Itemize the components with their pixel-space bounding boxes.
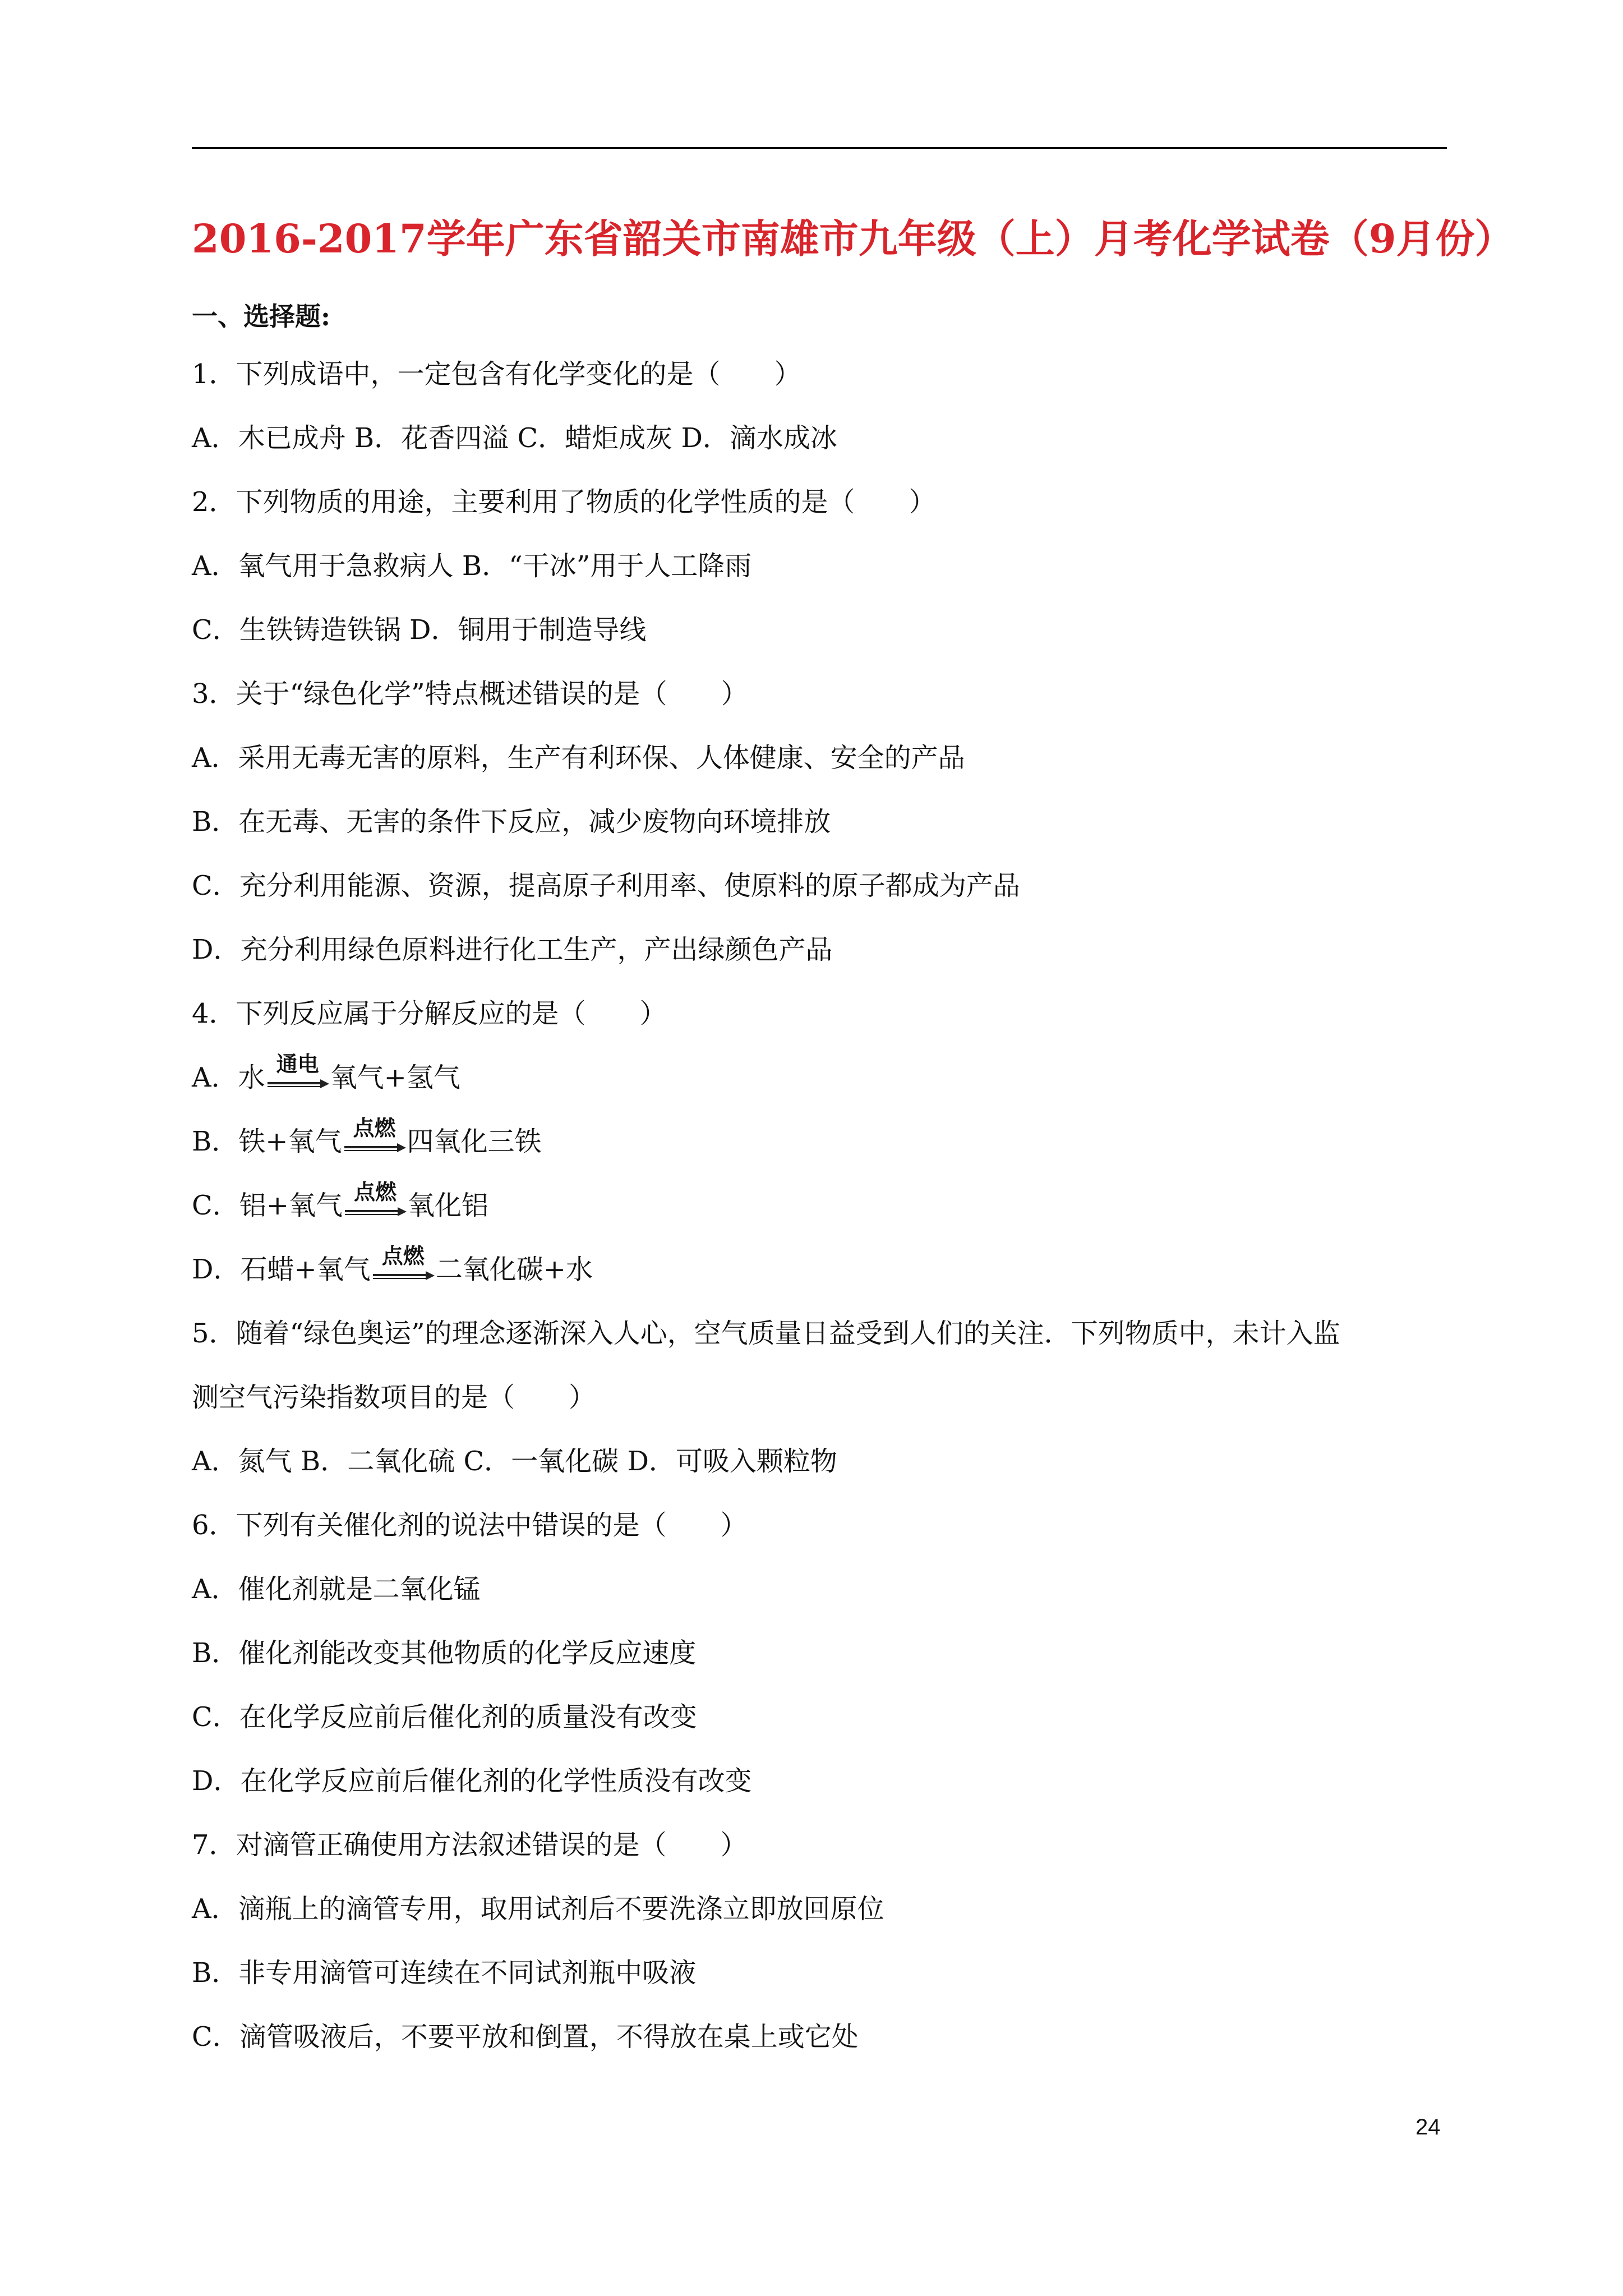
question-line: B．非专用滴管可连续在不同试剂瓶中吸液: [192, 1957, 697, 1989]
question-line: B．催化剂能改变其他物质的化学反应速度: [192, 1637, 697, 1669]
reaction-option: [192, 1180, 488, 1222]
reaction-reactants: C．铝+氧气: [192, 1190, 343, 1221]
question-line: A．氮气 B．二氧化硫 C．一氧化碳 D．可吸入颗粒物: [192, 1446, 837, 1477]
question-line: D．在化学反应前后催化剂的化学性质没有改变: [192, 1765, 752, 1797]
reaction-arrow: [372, 1244, 435, 1286]
reaction-reactants: A．水: [192, 1062, 265, 1093]
question-line: C．滴管吸液后，不要平放和倒置，不得放在桌上或它处: [192, 2021, 859, 2053]
question-line: A．滴瓶上的滴管专用，取用试剂后不要洗涤立即放回原位: [192, 1893, 884, 1925]
page-title: 2016-2017学年广东省韶关市南雄市九年级（上）月考化学试卷（9月份）: [192, 215, 1514, 262]
reaction-reactants: D．石蜡+氧气: [192, 1254, 371, 1285]
question-line: A．氧气用于急救病人 B．“干冰”用于人工降雨: [192, 550, 752, 582]
reaction-condition: 点燃: [353, 1116, 396, 1140]
question-line: C．在化学反应前后催化剂的质量没有改变: [192, 1701, 697, 1733]
reaction-products: 四氧化三铁: [407, 1126, 542, 1157]
reaction-condition: 点燃: [353, 1180, 396, 1204]
question-line: B．在无毒、无害的条件下反应，减少废物向环境排放: [192, 806, 831, 838]
reaction-condition: 通电: [276, 1052, 319, 1076]
reaction-option: [192, 1244, 593, 1286]
question-line: C．生铁铸造铁锅 D．铜用于制造导线: [192, 614, 647, 646]
question-line: 3．关于“绿色化学”特点概述错误的是（ ）: [192, 678, 748, 710]
reaction-products: 二氧化碳+水: [435, 1254, 593, 1285]
reaction-arrow: [344, 1180, 407, 1222]
question-line: 5．随着“绿色奥运”的理念逐渐深入人心，空气质量日益受到人们的关注．下列物质中，未计入监: [192, 1318, 1340, 1349]
reaction-reactants: B．铁+氧气: [192, 1126, 342, 1157]
reaction-option: [192, 1052, 460, 1094]
question-line: 测空气污染指数项目的是（ ）: [192, 1382, 596, 1413]
reaction-arrow: [266, 1052, 329, 1094]
reaction-option: [192, 1116, 542, 1158]
question-line: 1．下列成语中，一定包含有化学变化的是（ ）: [192, 358, 801, 390]
question-line: C．充分利用能源、资源，提高原子利用率、使原料的原子都成为产品: [192, 870, 1020, 901]
question-line: 6．下列有关催化剂的说法中错误的是（ ）: [192, 1510, 748, 1541]
question-line: D．充分利用绿色原料进行化工生产，产出绿颜色产品: [192, 934, 833, 965]
reaction-products: 氧气+氢气: [330, 1062, 460, 1093]
reaction-condition: 点燃: [381, 1244, 425, 1268]
page-number: 24: [1415, 2115, 1441, 2139]
reaction-products: 氧化铝: [407, 1190, 488, 1221]
reaction-arrow: [343, 1116, 406, 1158]
question-line: 7．对滴管正确使用方法叙述错误的是（ ）: [192, 1829, 748, 1861]
question-line: 4．下列反应属于分解反应的是（ ）: [192, 998, 667, 1029]
question-line: A．催化剂就是二氧化锰: [192, 1573, 481, 1605]
question-line: A．采用无毒无害的原料，生产有利环保、人体健康、安全的产品: [192, 742, 965, 774]
question-line: 2．下列物质的用途，主要利用了物质的化学性质的是（ ）: [192, 486, 936, 518]
section-heading: 一、选择题:: [192, 301, 330, 332]
question-line: A．木已成舟 B．花香四溢 C．蜡炬成灰 D．滴水成冰: [192, 422, 837, 454]
header-rule: [192, 147, 1447, 149]
